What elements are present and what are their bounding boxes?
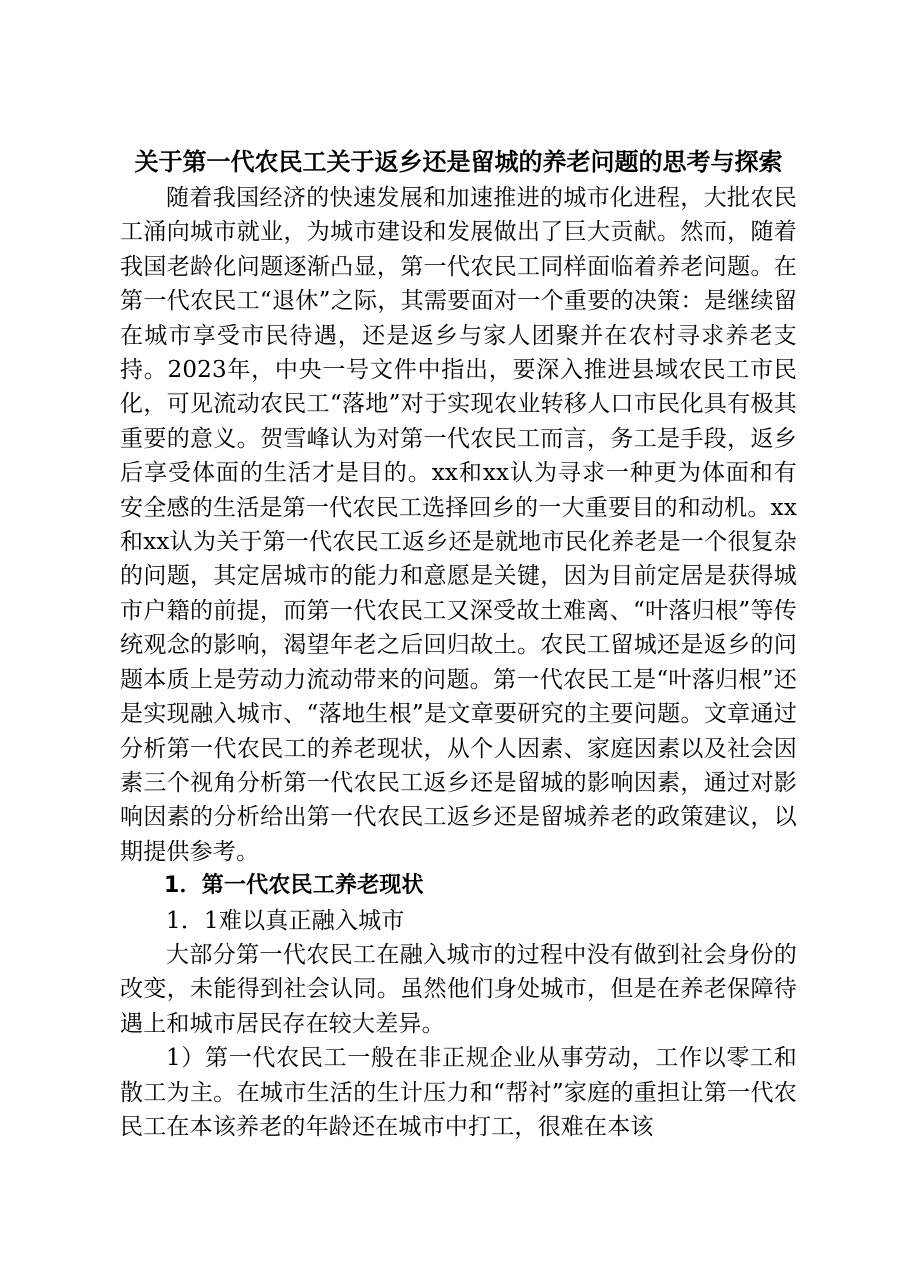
document-title: 关于第一代农民工关于返乡还是留城的养老问题的思考与探索: [134, 147, 783, 176]
document-page: [120, 143, 797, 1144]
section-1-1-paragraph: 大部分第一代农民工在融入城市的过程中没有做到社会身份的改变，未能得到社会认同。虽然他们身处城市，但是在养老保障待遇上和城市居民存在较大差异。: [120, 941, 797, 1037]
point-1-paragraph: 1）第一代农民工一般在非正规企业从事劳动，工作以零工和散工为主。在城市生活的生计压力和“帮衬”家庭的重担让第一代农民工在本该养老的年龄还在城市中打工，很难在本该: [120, 1045, 797, 1140]
section-1-heading: 1．第一代农民工养老现状: [164, 873, 424, 899]
section-1-1-heading: 1．1难以真正融入城市: [166, 907, 405, 934]
intro-paragraph: 随着我国经济的快速发展和加速推进的城市化进程，大批农民工涌向城市就业，为城市建设和发展做出了巨大贡献。然而，随着我国老龄化问题逐渐凸显，第一代农民工同样面临着养老问题。在第一代农民工“退休”之际，其需要面对一个重要的决策：是继续留在城市享受市民待遇，还是返乡与家人团聚并在农村寻求养老支持。2023年，中央一号文件中指出，要深入推进县域农民工市民化，可见流动农民工“落地”对于实现农业转移人口市民化具有极其重要的意义。贺雪峰认为对第一代农民工而言，务工是手段，返乡后享受体面的生活才是目的。xx和xx认为寻求一种更为体面和有安全感的生活是第一代农民工选择回乡的一大重要目的和动机。xx和xx认为关于第一代农民工返乡还是就地市民化养老是一个很复杂的问题，其定居城市的能力和意愿是关键，因为目前定居是获得城市户籍的前提，而第一代农民工又深受故土难离、“叶落归根”等传统观念的影响，渴望年老之后回归故土。农民工留城还是返乡的问题本质上是劳动力流动带来的问题。第一代农民工是“叶落归根”还是实现融入城市、“落地生根”是文章要研究的主要问题。文章通过分析第一代农民工的养老现状，从个人因素、家庭因素以及社会因素三个视角分析第一代农民工返乡还是留城的影响因素，通过对影响因素的分析给出第一代农民工返乡还是留城养老的政策建议，以期提供参考。: [120, 185, 797, 865]
